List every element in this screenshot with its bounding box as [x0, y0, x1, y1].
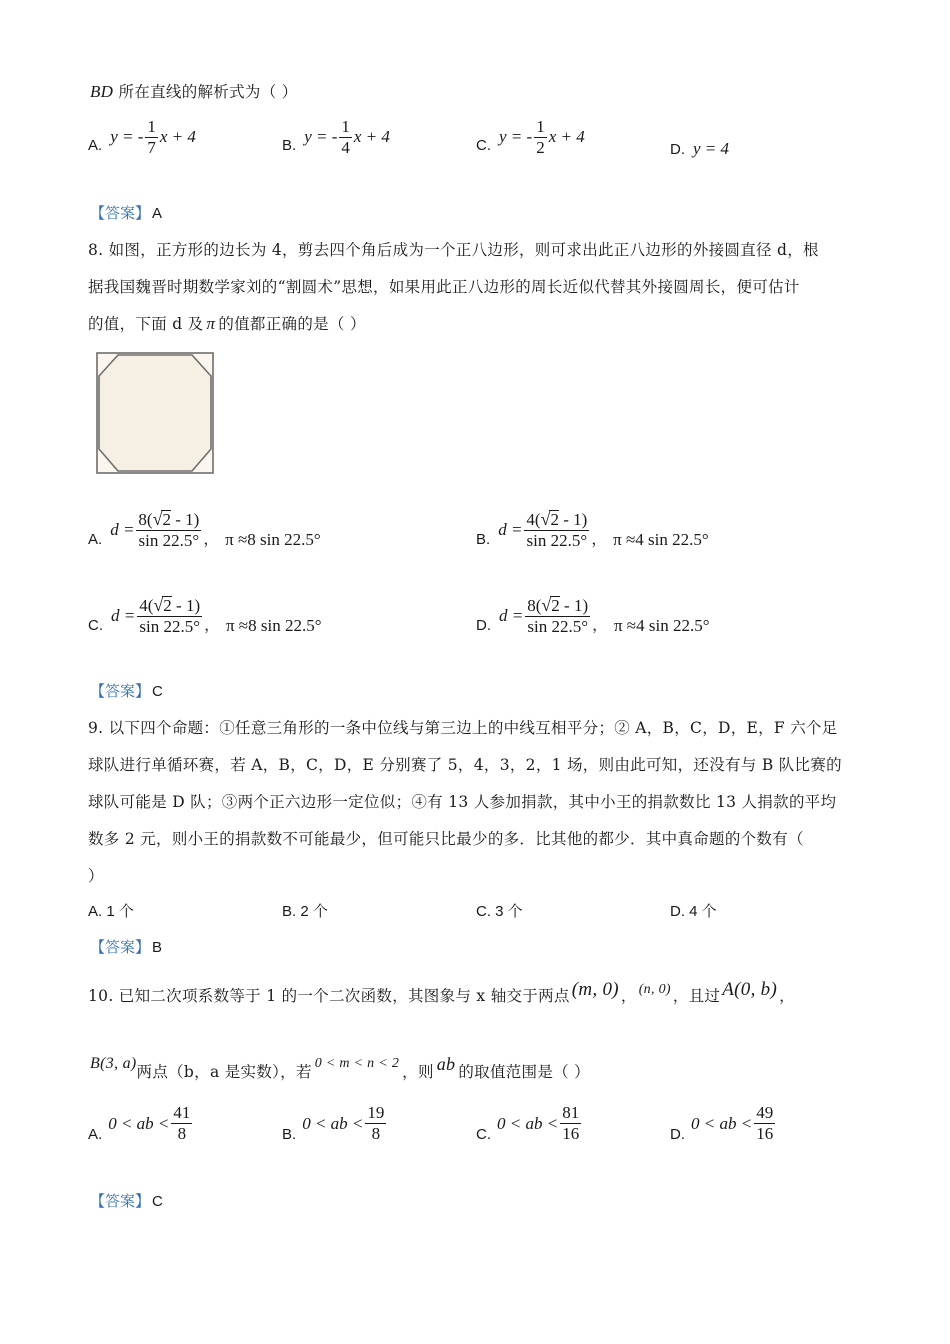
fraction: $\frac{19}{8}$ — [367, 1103, 385, 1143]
q10-option-a[interactable] — [88, 1104, 194, 1143]
option-label: D. — [670, 1126, 685, 1143]
q10-option-d[interactable] — [670, 1104, 777, 1143]
option-label: A. — [88, 136, 103, 154]
q8-option-d[interactable]: D. d = $\frac{8(√2 - 1)}{\sin 22.5^\circ}$ ， π ≈4 sin 22.5° — [476, 595, 710, 637]
option-expr: y = 4 — [693, 139, 730, 158]
pi-estimate: π ≈8 sin 22.5° — [225, 616, 322, 635]
fraction: $\frac{81}{16}$ — [562, 1103, 580, 1143]
sqrt-icon: √ — [152, 509, 163, 530]
q7-stem-text: 所在直线的解析式为（ ） — [113, 83, 298, 101]
option-lhs: 0 < ab < — [108, 1113, 170, 1133]
octagon-outline — [99, 355, 211, 471]
q8-line-1: 8. 如图，正方形的边长为 4，剪去四个角后成为一个正八边形，则可求出此正八边形的外接圆直径 d，根 — [88, 241, 819, 259]
q9-line-3: 球队可能是 D 队；③两个正六边形一定位似；④有 13 人参加捐款，其中小王的捐款数比 13 人捐款的平均 — [88, 793, 837, 811]
q9-option-d[interactable]: D. 4 个 — [670, 903, 717, 920]
inequality: 0 < m < n < 2 — [314, 1056, 400, 1071]
option-rhs: x + 4 — [353, 127, 390, 147]
option-lhs: 0 < ab < — [302, 1113, 364, 1133]
fraction: $\frac{8(√2 - 1)}{\sin 22.5^\circ}$ — [138, 509, 200, 551]
fraction: $\frac{8(√2 - 1)}{\sin 22.5^\circ}$ — [527, 595, 589, 637]
fraction: $\frac{4(√2 - 1)}{\sin 22.5^\circ}$ — [526, 509, 588, 551]
q9-option-a[interactable]: A. 1 个 — [88, 903, 134, 920]
option-label: D. — [476, 616, 491, 634]
option-label: B. — [476, 530, 491, 548]
option-label: C. — [88, 616, 103, 634]
q9-line-1: 9. 以下四个命题：①任意三角形的一条中位线与第三边上的中线互相平分；② A，B，C，D，E，F 六个足 — [88, 719, 838, 737]
option-lhs: 0 < ab < — [691, 1113, 753, 1133]
sqrt-icon: √ — [541, 595, 552, 616]
option-lhs: y = - — [110, 127, 144, 147]
d-equals: d = — [111, 606, 136, 625]
d-equals: d = — [499, 606, 524, 625]
point-b: B(3, a) — [90, 1055, 137, 1072]
q9-option-b[interactable]: B. 2 个 — [282, 903, 328, 920]
q8-option-c[interactable]: C. d = $\frac{4(√2 - 1)}{\sin 22.5^\circ}$ ， π ≈8 sin 22.5° — [88, 595, 322, 637]
q10-line-1: 10. 已知二次项系数等于 1 的一个二次函数，其图象与 x 轴交于两点 (m, 0) ， (n, 0) ，且过 A(0, b) ， — [88, 979, 795, 1005]
fraction: $\frac{1}{2}$ — [536, 117, 545, 157]
option-label: C. — [476, 136, 491, 154]
q7-stem — [90, 80, 298, 102]
q8-line-3: 的值，下面 d 及 π 的值都正确的是（ ） — [88, 314, 366, 333]
option-rhs: x + 4 — [159, 127, 196, 147]
q7-stem-var: BD — [90, 82, 114, 101]
q9-option-c[interactable]: C. 3 个 — [476, 903, 523, 920]
q10-option-b[interactable] — [282, 1104, 388, 1143]
pi-estimate: π ≈4 sin 22.5° — [613, 616, 710, 635]
sqrt-icon: √ — [540, 509, 551, 530]
option-label: B. — [282, 1126, 297, 1143]
q10-option-c[interactable] — [476, 1104, 583, 1143]
d-equals: d = — [498, 520, 523, 539]
d-equals: d = — [110, 520, 135, 539]
q8-answer: 【答案】 C — [90, 683, 163, 700]
option-lhs: 0 < ab < — [497, 1113, 559, 1133]
q7-option-a[interactable] — [88, 118, 196, 157]
fraction: $\frac{4(√2 - 1)}{\sin 22.5^\circ}$ — [139, 595, 201, 637]
q8-line-2: 据我国魏晋时期数学家刘的“割圆术”思想，如果用此正八边形的周长近似代替其外接圆周长，便可估计 — [88, 278, 800, 296]
option-label: A. — [88, 530, 103, 548]
q9-line-5: ） — [88, 867, 104, 885]
option-label: A. — [88, 1126, 103, 1143]
q10-line-2: B(3, a) 两点（b，a 是实数），若 0 < m < n < 2 ，则 ab 的取值范围是（ ） — [90, 1053, 590, 1081]
option-rhs: x + 4 — [548, 127, 585, 147]
octagon-figure — [96, 352, 214, 474]
q8-option-a[interactable]: A. d = $\frac{8(√2 - 1)}{\sin 22.5^\circ}$ ， π ≈8 sin 22.5° — [88, 509, 321, 551]
fraction: $\frac{41}{8}$ — [173, 1103, 191, 1143]
option-lhs: y = - — [304, 127, 338, 147]
q9-line-2: 球队进行单循环赛，若 A，B，C，D，E 分别赛了 5，4，3，2，1 场，则由此可知，还没有与 B 队比赛的 — [88, 756, 842, 774]
product-ab: ab — [436, 1053, 456, 1074]
q8-option-b[interactable]: B. d = $\frac{4(√2 - 1)}{\sin 22.5^\circ}$ ， π ≈4 sin 22.5° — [476, 509, 709, 551]
q10-answer: 【答案】 C — [90, 1193, 163, 1210]
option-label: B. — [282, 136, 297, 154]
q7-answer: 【答案】 A — [90, 205, 163, 222]
fraction: $\frac{1}{4}$ — [341, 117, 350, 157]
pi-estimate: π ≈4 sin 22.5° — [613, 530, 709, 549]
q9-answer: 【答案】 B — [90, 939, 163, 956]
q7-option-d[interactable] — [670, 139, 729, 159]
q9-line-4: 数多 2 元，则小王的捐款数不可能最少，但可能只比最少的多．比其他的都少．其中真命题的个数有（ — [88, 830, 804, 848]
point-a: A(0, b) — [722, 979, 778, 1000]
fraction: $\frac{49}{16}$ — [756, 1103, 774, 1143]
fraction: $\frac{1}{7}$ — [147, 117, 156, 157]
sqrt-icon: √ — [153, 595, 164, 616]
q7-option-b[interactable] — [282, 118, 390, 157]
pi-estimate: π ≈8 sin 22.5° — [225, 530, 321, 549]
option-label: C. — [476, 1126, 491, 1143]
option-label: D. — [670, 140, 685, 158]
option-lhs: y = - — [499, 127, 533, 147]
q7-option-c[interactable] — [476, 118, 585, 157]
point-m: (m, 0) — [571, 979, 619, 1000]
point-n: (n, 0) — [638, 982, 671, 997]
